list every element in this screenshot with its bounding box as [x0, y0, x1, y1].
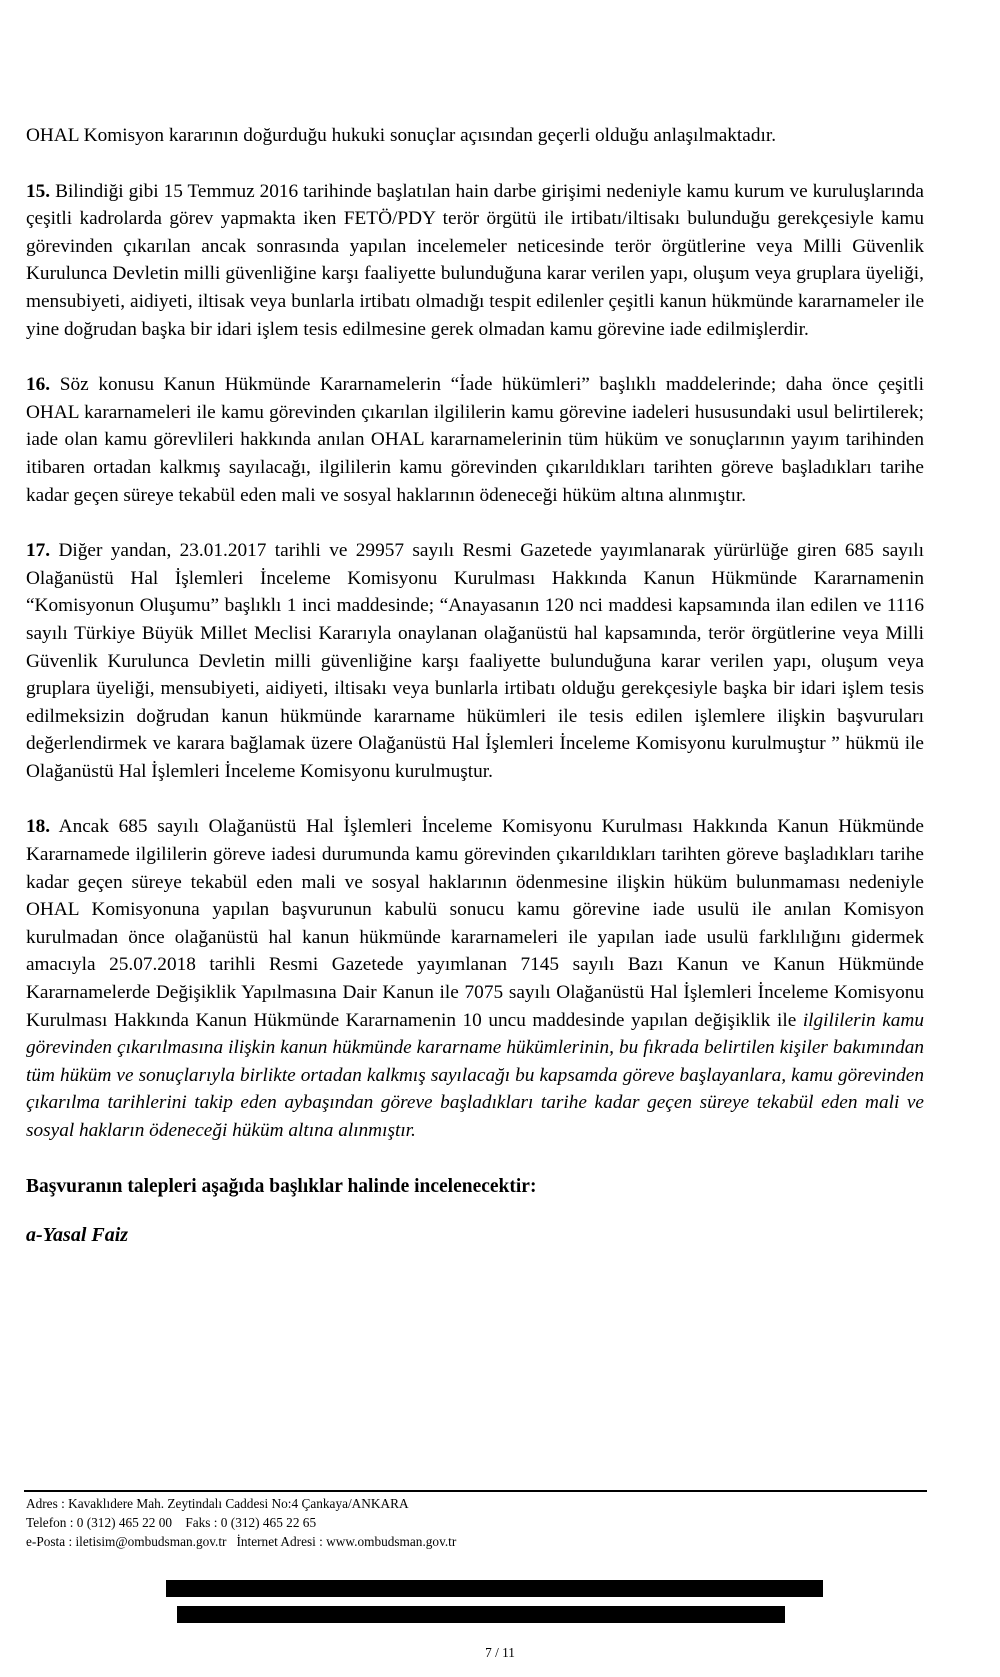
paragraph-number: 18. — [26, 816, 51, 838]
page-number: 7 / 11 — [485, 1645, 515, 1660]
redaction-bar — [177, 1606, 785, 1623]
paragraph-text: Diğer yandan, 23.01.2017 tarihli ve 29957 sayılı Resmi Gazetede yayımlanarak yürürlüğe giren 685 sayılı Olağanüstü Hal İşlemleri İnceleme Komisyonu Kurulması Hakkında Kanun Hükmünde Kararnamenin “Komisyonun Oluşumu” başlıklı 1 inci maddesinde; “Anayasanın 120 nci maddesi kapsamında ilan edilen ve 1116 sayılı Türkiye Büyük Millet Meclisi Kararıyla onaylanan olağanüstü hal kapsamında, terör örgütlerine veya Milli Güvenlik Kurulunca Devletin milli güvenliğine karşı faaliyette bulunduğuna karar verilen yapı, oluşum veya gruplara üyeliği, mensubiyeti, aidiyeti, iltisakı veya bunlarla irtibatı olduğu gerekçesiyle başka bir idari işlem tesis edilmeksizin doğrudan kanun hükmünde kararname hükümleri ile tesis edilen işlemlere ilişkin başvuruları değerlendirmek ve karara bağlamak üzere Olağanüstü Hal İşlemleri İnceleme Komisyonu kurulmuştur ” hükmü ile Olağanüstü Hal İşlemleri İnceleme Komisyonu kurulmuştur. — [26, 540, 924, 782]
paragraph-16 — [26, 371, 924, 509]
footer — [26, 1494, 456, 1551]
document-body — [26, 122, 924, 1250]
footer-phone: Telefon : 0 (312) 465 22 00 Faks : 0 (312) 465 22 65 — [26, 1515, 317, 1530]
paragraph-number: 15. — [26, 180, 51, 202]
paragraph-text: Bilindiği gibi 15 Temmuz 2016 tarihinde başlatılan hain darbe girişimi nedeniyle kamu kurum ve kuruluşlarında çeşitli kadrolarda görev yapmakta iken FETÖ/PDY terör örgütü ile irtibatı/iltisakı bulunduğu gerekçesiyle kamu görevinden çıkarılan ancak sonrasında yapılan incelemeler neticesinde terör örgütlerine veya Milli Güvenlik Kurulunca Devletin milli güvenliğine karşı faaliyette bulunduğuna karar verilen yapı, oluşum veya gruplara üyeliği, mensubiyeti, aidiyeti, iltisak veya bunlarla irtibatı olmadığı tespit edilenler çeşitli kanun hükmünde kararnameler ile yine doğrudan başka bir idari işlem tesis edilmesine gerek olmadan kamu görevine iade edilmişlerdir. — [26, 180, 924, 340]
footer-email: e-Posta : iletisim@ombudsman.gov.tr İnternet Adresi : www.ombudsman.gov.tr — [26, 1534, 457, 1549]
intro-paragraph: OHAL Komisyon kararının doğurduğu hukuki sonuçlar açısından geçerli olduğu anlaşılmaktadır. — [26, 125, 777, 146]
footer-divider — [24, 1490, 927, 1492]
redaction-bar — [166, 1580, 823, 1597]
section-heading: Başvuranın talepleri aşağıda başlıklar halinde incelenecektir: — [26, 1175, 537, 1197]
paragraph-17 — [26, 537, 924, 785]
paragraph-text: Söz konusu Kanun Hükmünde Kararnamelerin “İade hükümleri” başlıklı maddelerinde; daha önce çeşitli OHAL kararnameleri ile kamu görevinden çıkarılan ilgililerin kamu görevine iadeleri hususundaki usul belirtilerek; iade olan kamu görevlileri hakkında anılan OHAL kararnamelerinin tüm hüküm ve sonuçlarının yayım tarihinden itibaren ortadan kalkmış sayılacağı, ilgililerin kamu görevinden çıkarıldıkları tarihten göreve başladıkları tarihe kadar geçen süreye tekabül eden mali ve sosyal haklarının ödeneceği hüküm altına alınmıştır. — [26, 374, 924, 506]
paragraph-18 — [26, 813, 924, 1144]
paragraph-text: Ancak 685 sayılı Olağanüstü Hal İşlemleri İnceleme Komisyonu Kurulması Hakkında Kanun Hükmünde Kararnamede ilgililerin göreve iadesi durumunda kamu görevinden çıkarıldıkları tarihten göreve başladıkları tarihe kadar geçen süreye tekabül eden mali ve sosyal haklarının ödenmesine ilişkin hüküm bulunmaması nedeniyle OHAL Komisyonuna yapılan başvurunun kabulü sonucu kamu görevine iade usulü ile anılan Komisyon kurulmadan önce olağanüstü hal kanun hükmünde kararnameleri ile yapılan iade usulü farklılığını gidermek amacıyla 25.07.2018 tarihli Resmi Gazetede yayımlanan 7145 sayılı Bazı Kanun ve Kanun Hükmünde Kararnamelerde Değişiklik Yapılmasına Dair Kanun ile 7075 sayılı Olağanüstü Hal İşlemleri İnceleme Komisyonu Kurulması Hakkında Kanun Hükmünde Kararnamenin 10 uncu maddesinde yapılan değişiklik ile — [26, 816, 924, 1031]
footer-address: Adres : Kavaklıdere Mah. Zeytindalı Caddesi No:4 Çankaya/ANKARA — [26, 1496, 409, 1511]
paragraph-number: 17. — [26, 540, 51, 562]
subsection-heading: a-Yasal Faiz — [26, 1224, 129, 1247]
paragraph-italic-quote: ilgililerin kamu görevinden çıkarılmasına ilişkin kanun hükmünde kararname hükümlerinin, bu fıkrada belirtilen kişiler bakımından tüm hüküm ve sonuçlarıyla birlikte ortadan kalkmış sayılacağı bu kapsamda göreve başlayanlara, kamu görevinden çıkarılma tarihlerini takip eden aybaşından göreve başladıkları tarihe kadar geçen süreye tekabül eden mali ve sosyal hakların ödeneceği hüküm altına alınmıştır. — [26, 1009, 924, 1141]
paragraph-number: 16. — [26, 374, 51, 396]
paragraph-15 — [26, 178, 924, 344]
